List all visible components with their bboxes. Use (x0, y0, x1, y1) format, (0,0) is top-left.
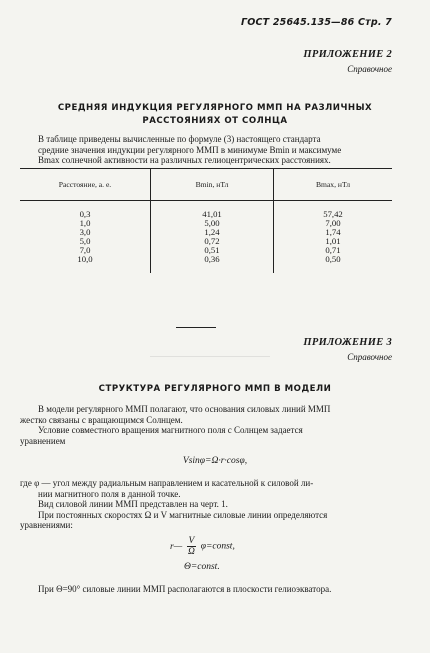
page-header (241, 17, 392, 28)
fraction-denominator: Ω (188, 547, 195, 557)
cell-bmin: 1,24 (151, 228, 274, 237)
formula-2-left: r— (170, 541, 183, 552)
appendix-3-body-2 (20, 478, 392, 531)
cell-bmin: 0,36 (151, 255, 274, 272)
cell-distance: 1,0 (79, 218, 91, 229)
formula-2 (170, 536, 235, 557)
p4: Вид силовой линии ММП представлен на черт. 1. (38, 499, 228, 509)
cell-bmax: 1,74 (274, 228, 393, 237)
appendix-3-title: ПРИЛОЖЕНИЕ 3 (303, 337, 392, 348)
appendix-2-heading-line1: СРЕДНЯЯ ИНДУКЦИЯ РЕГУЛЯРНОГО ММП НА РАЗЛИЧНЫХ (57, 103, 373, 113)
col-header-bmin: Bmin, нТл (151, 168, 274, 201)
intro-line-2: средние значения индукции регулярного ММП в минимуме Bmin и максимуме (38, 144, 342, 155)
cell-distance: 10,0 (77, 254, 93, 265)
p5-line-1: При постоянных скоростях Ω и V магнитные силовые линии определяются (38, 509, 328, 520)
appendix-2-heading-line2: РАССТОЯНИЯХ ОТ СОЛНЦА (142, 116, 288, 126)
cell-bmax: 1,01 (274, 237, 393, 246)
cell-bmin: 0,51 (151, 246, 274, 255)
intro-line-3: Bmax солнечной активности на различных гелиоцентрических расстояниях. (38, 155, 331, 165)
appendix-2-intro (38, 134, 392, 166)
intro-line-1: В таблице приведены вычисленные по формуле (3) настоящего стандарта (38, 134, 321, 144)
appendix-2-title: ПРИЛОЖЕНИЕ 2 (303, 49, 392, 60)
fraction-numerator: V (188, 536, 195, 546)
cell-distance: 0,3 (79, 209, 91, 219)
appendix-3-body (20, 404, 392, 446)
table-header-row (20, 168, 392, 201)
col-header-distance: Расстояние, а. е. (20, 168, 151, 201)
table-row (20, 201, 392, 220)
cell-bmax: 0,71 (274, 246, 393, 255)
formula-1: Vsinφ=Ω·r·cosφ, (182, 456, 248, 466)
cell-bmin: 5,00 (151, 219, 274, 228)
p3-line-2: нии магнитного поля в данной точке. (38, 488, 181, 499)
cell-bmax: 7,00 (274, 219, 393, 228)
p2-line-1: Условие совместного вращения магнитного поля с Солнцем задается (38, 425, 303, 435)
table-row (20, 255, 392, 272)
cell-bmax: 57,42 (274, 201, 393, 220)
p1-line-2: жестко связаны с вращающимся Солнцем. (20, 414, 183, 425)
appendix-3-subtitle: Справочное (347, 352, 392, 362)
induction-table (20, 168, 392, 273)
p1-line-1: В модели регулярного ММП полагают, что основания силовых линий ММП (38, 404, 331, 414)
p2-line-2: уравнением (20, 435, 66, 446)
standard-number: ГОСТ 25645.135—86 (240, 17, 355, 28)
cell-distance: 3,0 (79, 227, 91, 238)
col-header-bmax: Bmax, нТл (274, 168, 393, 201)
page-number: Стр. 7 (357, 17, 392, 28)
cell-bmax: 0,50 (274, 255, 393, 272)
scan-smudge (150, 356, 270, 357)
cell-bmin: 0,72 (151, 237, 274, 246)
cell-bmin: 41,01 (151, 201, 274, 220)
cell-distance: 5,0 (79, 236, 91, 247)
appendix-2-subtitle: Справочное (347, 64, 392, 74)
p6: При Θ=90° силовые линии ММП располагаются в плоскости гелиоэкватора. (38, 584, 332, 594)
p5-line-2: уравнениями: (20, 520, 73, 530)
cell-distance: 7,0 (79, 245, 91, 256)
formula-2-fraction (187, 536, 197, 557)
p3-line-1: где φ — угол между радиальным направлением и касательной к силовой ли- (20, 478, 314, 488)
formula-2-right: φ=const, (200, 541, 235, 552)
section-separator (176, 327, 216, 328)
formula-3: Θ=const. (184, 562, 220, 572)
appendix-3-heading: СТРУКТУРА РЕГУЛЯРНОГО ММП В МОДЕЛИ (98, 384, 332, 394)
